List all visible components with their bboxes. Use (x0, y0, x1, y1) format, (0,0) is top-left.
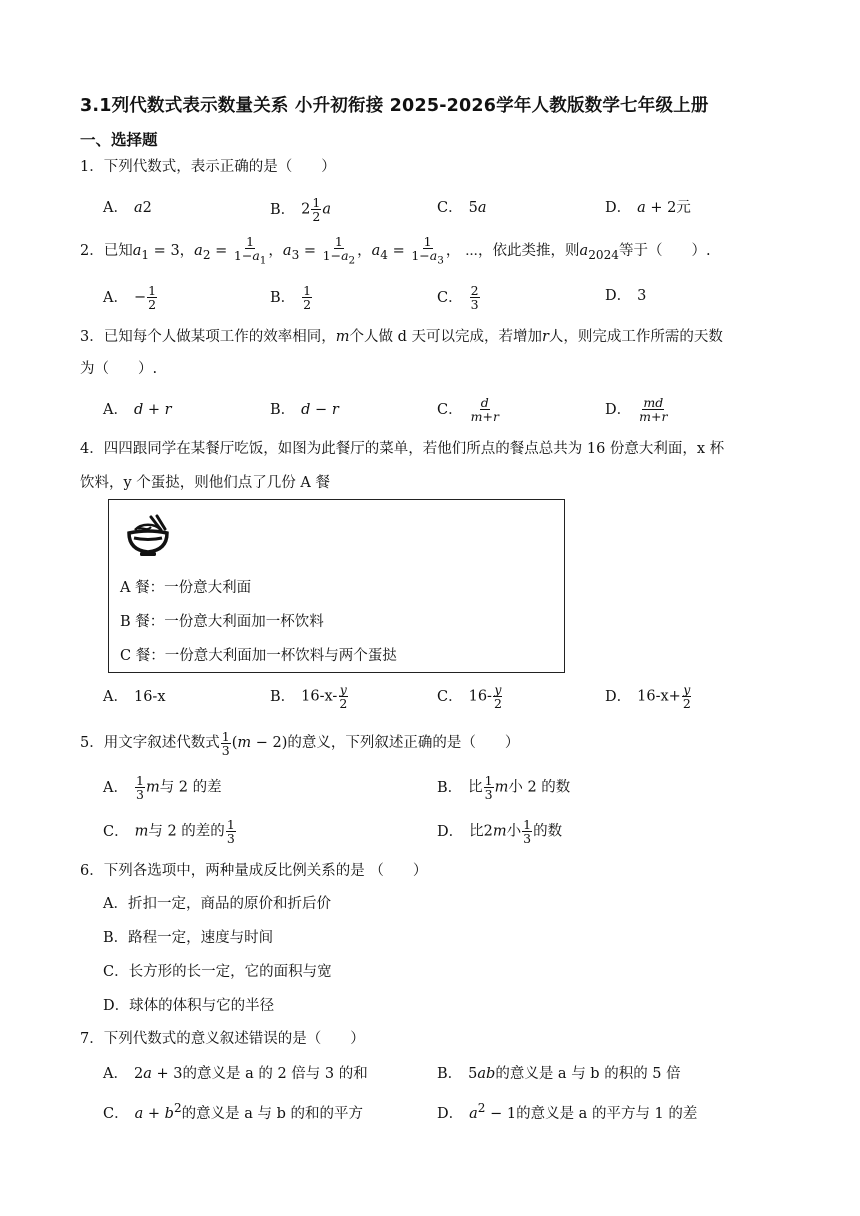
option-label: C． (103, 823, 129, 840)
option-label: A． (103, 896, 128, 912)
option-label: D． (605, 288, 632, 304)
option-text: 的意义是 a 与 b 的积的 5 倍 (495, 1066, 681, 1082)
option-label: A． (103, 1066, 128, 1082)
option-label: D． (605, 688, 632, 705)
question-5: 5．用文字叙述代数式 $\frac{1}{3}$ (m − 2)的意义，下列叙述正确的是（ ） (80, 728, 520, 758)
question-number: 5． (80, 735, 104, 751)
option-4d[interactable]: D． 16-x+ $\frac{y}{2}$ (605, 682, 691, 711)
option-5b[interactable]: B． 比 $\frac{1}{3}$ m小 2 的数 (437, 773, 571, 802)
option-label: C． (103, 1105, 129, 1122)
option-label: B． (103, 930, 129, 946)
question-stem-pre: 已知 (103, 243, 133, 259)
option-3b[interactable]: B． d − r (270, 402, 339, 418)
option-text: 的意义是 a 的 2 倍与 3 的和 (182, 1066, 368, 1082)
noodle-bowl-icon (125, 514, 171, 560)
menu-item-c: C 餐：一份意大利面加一杯饮料与两个蛋挞 (120, 648, 397, 664)
question-2: 2．已知$a_1 = 3$，$a_2$ = $\frac{1}{1-a_1}$ ，$a_3$ = $\frac{1}{1-a_2}$ ，$a_4$ = $\frac{1}{1-a_3}$ ， ⋯，依此类推，则$a_{2024}$等于（ ）. (80, 233, 711, 267)
option-7a[interactable]: A． 2a + 3的意义是 a 的 2 倍与 3 的和 (103, 1066, 368, 1082)
option-2b[interactable]: B． $\frac{1}{2}$ (270, 283, 312, 312)
question-number: 1． (80, 159, 104, 175)
option-2c[interactable]: C． $\frac{2}{3}$ (437, 283, 479, 312)
option-5a[interactable]: A． $\frac{1}{3}$ m与 2 的差 (103, 773, 222, 802)
option-label: C． (437, 200, 463, 216)
option-text: 的意义是 a 与 b 的和的平方 (181, 1105, 363, 1122)
question-3-line2: 为（ ）. (80, 361, 158, 377)
option-2a[interactable]: A． − $\frac{1}{2}$ (103, 283, 157, 312)
question-stem: 下列代数式，表示正确的是（ ） (103, 159, 336, 175)
option-text: 路程一定，速度与时间 (128, 930, 274, 946)
question-1 (80, 150, 780, 184)
option-label: B． (437, 779, 463, 796)
question-stem-post: ，依此类推，则 (478, 243, 580, 259)
option-4a[interactable]: A． 16-x (103, 689, 166, 705)
option-label: D． (437, 1105, 464, 1122)
menu-figure (108, 499, 565, 673)
option-label: A． (103, 779, 128, 796)
option-label: D． (605, 401, 632, 418)
question-3: 3．已知每个人做某项工作的效率相同，m个人做 d 天可以完成，若增加r人，则完成工作所需的天数 (80, 329, 723, 345)
page-title: 3.1列代数式表示数量关系 小升初衔接 2025-2026学年人教版数学七年级上册 (80, 96, 709, 116)
option-text: 长方形的长一定，它的面积与宽 (128, 964, 332, 980)
option-label: A． (103, 402, 128, 418)
option-label: A． (103, 689, 128, 705)
option-5d[interactable]: D． 比2m小 $\frac{1}{3}$ 的数 (437, 817, 563, 846)
option-3a[interactable]: A． d + r (103, 402, 172, 418)
question-stem: 下列代数式的意义叙述错误的是（ ） (103, 1031, 365, 1047)
question-stem: 四四跟同学在某餐厅吃饭，如图为此餐厅的菜单，若他们所点的餐点总共为 16 份意大利面，x 杯 (103, 441, 725, 457)
question-stem: 下列各选项中，两种量成反比例关系的是 （ ） (103, 863, 428, 879)
question-stem-post: 的意义，下列叙述正确的是（ ） (287, 735, 520, 751)
option-3c[interactable]: C． $\frac{d}{m+r}$ (437, 395, 499, 424)
question-number: 7． (80, 1031, 104, 1047)
question-number: 6． (80, 863, 104, 879)
option-label: B． (270, 201, 296, 218)
option-label: B． (437, 1066, 463, 1082)
option-1b[interactable]: B． 2 $\frac{1}{2}$ a (270, 195, 331, 224)
option-6d[interactable] (103, 994, 274, 1018)
option-6c[interactable] (103, 960, 332, 984)
option-7c[interactable]: C． $a + b^2$的意义是 a 与 b 的和的平方 (103, 1101, 363, 1122)
question-number: 3． (80, 329, 104, 345)
option-text: 折扣一定，商品的原价和折后价 (127, 896, 331, 912)
option-3d[interactable]: D． $\frac{md}{m+r}$ (605, 395, 668, 424)
option-6b[interactable] (103, 926, 273, 950)
option-label: D． (605, 200, 632, 216)
option-label: C． (437, 688, 463, 705)
question-4 (80, 432, 780, 466)
option-label: C． (437, 289, 463, 306)
question-stem-pre: 用文字叙述代数式 (103, 735, 220, 751)
option-1d[interactable]: D． a + 2元 (605, 200, 691, 216)
option-label: B． (270, 402, 296, 418)
question-number: 2． (80, 243, 104, 259)
option-1c[interactable]: C． 5a (437, 200, 487, 216)
option-2d[interactable]: D． 3 (605, 288, 647, 304)
option-text: 球体的体积与它的半径 (129, 998, 275, 1014)
section-heading: 一、选择题 (80, 131, 158, 149)
option-text: 的意义是 a 的平方与 1 的差 (516, 1105, 698, 1122)
question-stem: 个人做 d 天可以完成，若增加 (349, 329, 542, 345)
menu-item-a: A 餐：一份意大利面 (120, 580, 252, 596)
option-7d[interactable]: D． $a^2 - 1$的意义是 a 的平方与 1 的差 (437, 1101, 698, 1122)
option-label: D． (437, 823, 464, 840)
option-6a[interactable] (103, 892, 331, 916)
question-6 (80, 854, 780, 888)
option-7b[interactable]: B． 5ab的意义是 a 与 b 的积的 5 倍 (437, 1066, 681, 1082)
menu-item-b: B 餐：一份意大利面加一杯饮料 (120, 614, 324, 630)
option-label: D． (103, 998, 130, 1014)
question-stem: 已知每个人做某项工作的效率相同， (103, 329, 336, 345)
option-1a[interactable]: A． a2 (103, 200, 152, 216)
option-4c[interactable]: C． 16- $\frac{y}{2}$ (437, 682, 502, 711)
option-label: C． (103, 964, 129, 980)
question-number: 4． (80, 441, 104, 457)
question-4-line2: 饮料，y 个蛋挞，则他们点了几份 A 餐 (80, 475, 330, 491)
question-stem: 人，则完成工作所需的天数 (548, 329, 723, 345)
option-5c[interactable]: C． m与 2 的差的 $\frac{1}{3}$ (103, 817, 235, 846)
question-7 (80, 1022, 780, 1056)
option-label: B． (270, 688, 296, 705)
option-label: A． (103, 200, 128, 216)
question-stem-end: 等于（ ）. (618, 243, 711, 259)
option-label: A． (103, 289, 128, 306)
option-4b[interactable]: B． 16-x- $\frac{y}{2}$ (270, 682, 348, 711)
option-label: B． (270, 289, 296, 306)
option-label: C． (437, 401, 463, 418)
